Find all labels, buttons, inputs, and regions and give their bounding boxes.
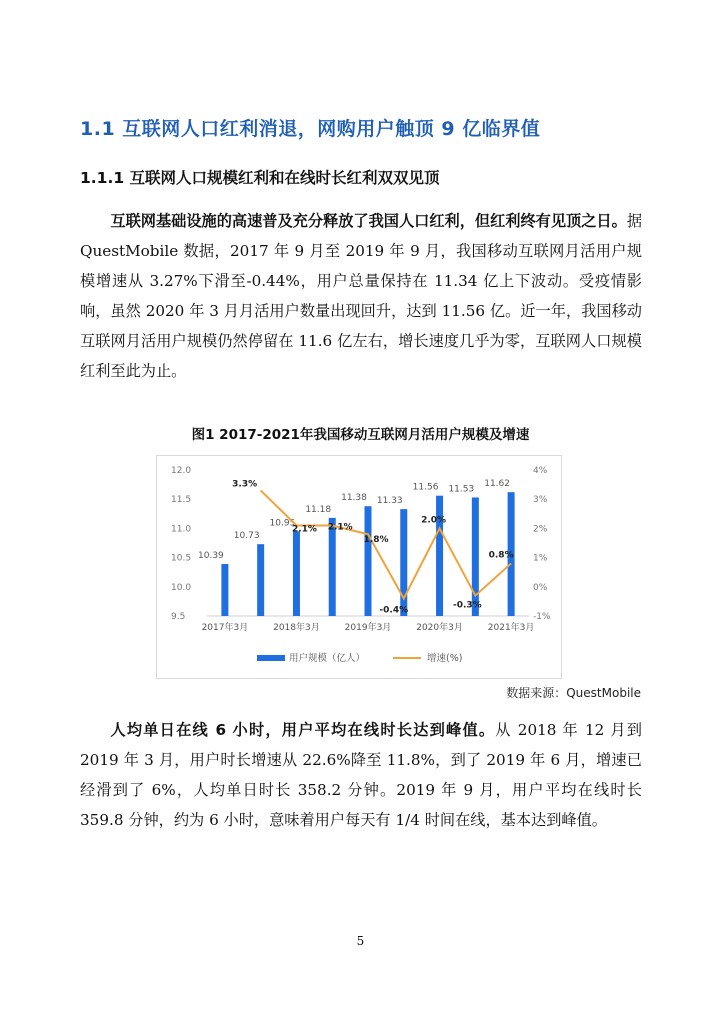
x-tick-label: 2020年3月 [416, 623, 463, 633]
growth-value-label: 0.8% [488, 550, 514, 561]
x-tick-label: 2017年3月 [201, 623, 249, 633]
bar [257, 544, 264, 616]
y-right-tick-label: 3% [533, 495, 548, 506]
subsection-heading: 1.1.1 互联网人口规模红利和在线时长红利双双见顶 [80, 169, 440, 187]
chart [157, 456, 561, 678]
paragraph-2 [80, 715, 642, 835]
paragraph-1-body: 据 QuestMobile 数据，2017 年 9 月至 2019 年 9 月，我国移动互联网月活用户规模增速从 3.27%下滑至-0.44%，用户总量保持在 11.34 亿上下波动。受疫情影响，虽然 2020 年 3 月月活用户数量出现回升，达到 11.56 亿。近一年，我国移动互联网月活用户规模仍然停留在 11.6 亿左右，增长速度几乎为零，互联网人口规模红利至此为止。 [80, 212, 642, 380]
chart-frame [156, 455, 562, 679]
y-right-tick-label: 2% [533, 524, 548, 535]
bar-value-label: 10.73 [233, 531, 260, 542]
bar-value-label: 11.56 [412, 482, 439, 493]
y-left-tick-label: 9.5 [171, 612, 186, 622]
bar-value-label: 11.38 [341, 493, 367, 504]
paragraph-1 [80, 206, 642, 386]
bar-value-label: 10.95 [269, 518, 296, 529]
legend-line-label: 增速(%) [427, 653, 463, 664]
x-tick-label: 2019年3月 [344, 623, 392, 633]
y-left-tick-label: 10.0 [171, 582, 192, 593]
bar [436, 496, 443, 616]
paragraph-2-body: 从 2018 年 12 月到 2019 年 3 月，用户时长增速从 22.6%降至 11.8%，到了 2019 年 6 月，增速已经滑到了 6%，人均单日时长 358.2 分钟。2019 年 9 月，用户平均在线时长 359.8 分钟，约为 6 小时，意味着用户每天有 1/4 时间在线，基本达到峰值。 [80, 721, 642, 829]
bar-value-label: 11.62 [484, 479, 510, 490]
y-left-tick-label: 11.0 [171, 524, 192, 535]
data-source: 数据来源：QuestMobile [506, 686, 641, 700]
growth-value-label: 3.3% [232, 479, 258, 490]
growth-value-label: -0.4% [379, 605, 409, 616]
bar-value-label: 11.33 [376, 496, 403, 507]
x-tick-label: 2021年3月 [487, 623, 535, 633]
bar-value-label: 11.53 [448, 484, 475, 495]
bar [293, 531, 300, 616]
growth-value-label: 2.1% [327, 522, 353, 533]
bar [329, 518, 336, 616]
x-tick-label: 2018年3月 [273, 623, 320, 633]
y-left-tick-label: 12.0 [171, 466, 192, 476]
growth-value-label: 1.8% [363, 535, 389, 546]
figure-title: 图1 2017-2021年我国移动互联网月活用户规模及增速 [191, 427, 530, 443]
y-right-tick-label: 0% [533, 582, 548, 593]
growth-value-label: 2.0% [421, 515, 447, 526]
growth-value-label: 2.1% [291, 524, 317, 535]
bar [221, 564, 228, 616]
legend-bar-swatch [257, 655, 285, 661]
bar [472, 497, 479, 616]
bar-value-label: 11.18 [305, 504, 332, 515]
y-left-tick-label: 10.5 [171, 553, 192, 564]
y-left-tick-label: 11.5 [171, 495, 192, 506]
paragraph-1-lead: 互联网基础设施的高速普及充分释放了我国人口红利，但红利终有见顶之日。 [110, 212, 627, 230]
legend-bar-label: 用户规模（亿人） [289, 653, 366, 664]
paragraph-2-lead: 人均单日在线 6 小时，用户平均在线时长达到峰值。 [110, 721, 496, 739]
y-right-tick-label: 4% [533, 466, 548, 476]
page-number: 5 [356, 934, 365, 948]
growth-value-label: -0.3% [452, 600, 482, 611]
bar [365, 506, 372, 616]
section-heading: 1.1 互联网人口红利消退，网购用户触顶 9 亿临界值 [80, 118, 541, 140]
y-right-tick-label: -1% [533, 612, 551, 622]
y-right-tick-label: 1% [533, 553, 548, 564]
bar-value-label: 10.39 [198, 551, 224, 562]
